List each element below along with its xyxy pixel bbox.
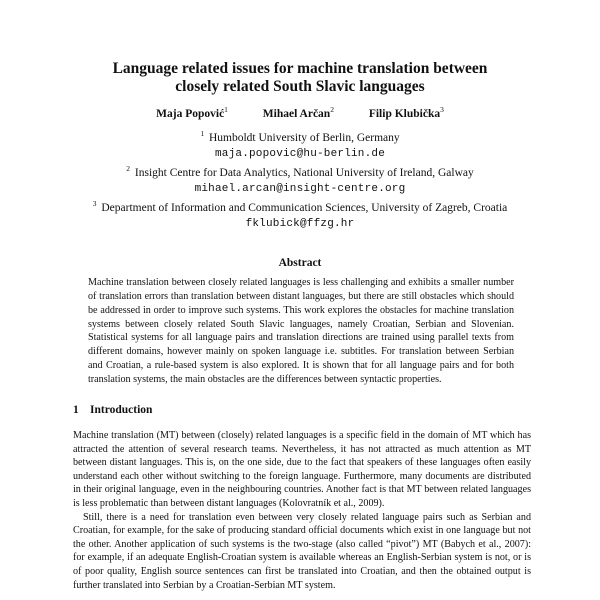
author-list: [0, 105, 600, 120]
author-name: Mihael Arčan: [262, 107, 331, 120]
author: [369, 105, 444, 120]
affiliation-mark: 1: [200, 129, 205, 138]
affiliation-institution: Department of Information and Communication Sciences, University of Zagreb, Croatia: [101, 201, 508, 214]
affiliation-email: mihael.arcan@insight-centre.org: [194, 182, 406, 195]
section-title: Introduction: [90, 404, 153, 416]
paragraph: Machine translation (MT) between (closely) related languages is a specific field in the domain of MT which has attracted the attention of several research teams. Nevertheless, it has not attracted as much attention as MT between distant languages. This is, on the one side, due to the fact that speakers of these languages often easily understand each other without switching to the foreign language. Furthermore, many documents are distributed in their original language, even in the neighbouring countries. Another fact is that MT between related languages is less problematic than between distant languages (Kolovratník et al., 2009).: [73, 430, 531, 509]
author: [156, 105, 228, 120]
author-affiliation-mark: 2: [330, 105, 334, 114]
title-line-2: closely related South Slavic languages: [175, 78, 425, 95]
affiliation-email: fklubick@ffzg.hr: [245, 217, 355, 230]
introduction-body: [73, 429, 531, 592]
section-number: 1: [73, 404, 79, 416]
author-affiliation-mark: 1: [224, 105, 228, 114]
affiliation: [0, 126, 600, 162]
author-name: Maja Popović: [156, 107, 225, 120]
title-line-1: Language related issues for machine translation between: [112, 60, 488, 77]
affiliation-mark: 3: [92, 199, 97, 208]
paper-title: [0, 60, 600, 96]
paragraph: Still, there is a need for translation even between very closely related language pairs such as Serbian and Croatian, for example, for the sake of producing standard official documents which exist in one language but not the other. Another application of such systems is the two-stage (also called “pivot”) MT (Babych et al., 2007): for example, if an adequate English-Croatian system is available whereas an English-Serbian system is not, or is of poor quality, English source sentences can first be translated into Croatian, and then the obtained output is further translated into Serbian by a Croatian-Serbian MT system.: [73, 511, 531, 591]
abstract-heading: Abstract: [278, 257, 322, 269]
author-name: Filip Klubička: [368, 107, 441, 120]
author: [263, 105, 334, 120]
author-affiliation-mark: 3: [440, 105, 444, 114]
affiliation: [0, 161, 600, 197]
affiliation: [0, 196, 600, 232]
affiliation-institution: Insight Centre for Data Analytics, National University of Ireland, Galway: [134, 166, 474, 179]
affiliation-mark: 2: [126, 164, 131, 173]
affiliation-email: maja.popovic@hu-berlin.de: [214, 147, 386, 160]
abstract-text: Machine translation between closely related languages is less challenging and exhibits a smaller number of translation errors than translation between distant languages, but there are still obstacles which should be addressed in order to improve such systems. This work explores the obstacles for machine translation systems between closely related South Slavic languages, namely Croatian, Serbian and Slovenian. Statistical systems for all language pairs and translation directions are trained using parallel texts from different domains, however mainly on spoken language i.e. subtitles. For translation between Serbian and Croatian, a rule-based system is also explored. It is shown that for all language pairs and for both translation systems, the main obstacles are the differences between syntactic properties.: [88, 277, 514, 385]
affiliation-institution: Humboldt University of Berlin, Germany: [208, 131, 400, 144]
section-heading: [73, 404, 152, 416]
